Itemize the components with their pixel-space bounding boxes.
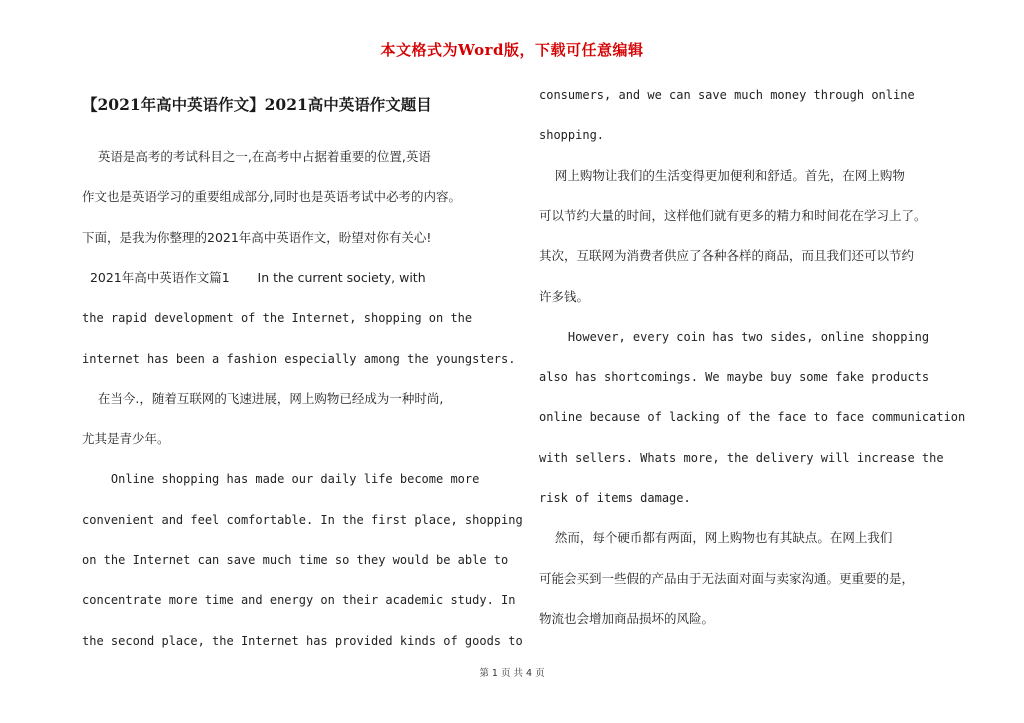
text-line: on the Internet can save much time so they would be able to	[82, 553, 509, 567]
text-line: 可能会买到一些假的产品由于无法面对面与卖家沟通。更重要的是，	[539, 570, 915, 586]
text-line: also has shortcomings. We maybe buy some fake products	[539, 370, 930, 385]
page-number-footer: 第 1 页 共 4 页	[479, 668, 545, 679]
text-line: 2021年高中英语作文篇1 In the current society, with	[82, 269, 426, 285]
text-line: 尤其是青少年。	[82, 431, 170, 447]
text-line: Online shopping has made our daily life become more	[82, 472, 480, 487]
text-line: online because of lacking of the face to face communication	[539, 410, 966, 425]
text-line: convenient and feel comfortable. In the first place, shopping	[82, 512, 523, 527]
text-line: 许多钱。	[539, 288, 590, 304]
text-line: 其次，互联网为消费者供应了各种各样的商品，而且我们还可以节约	[539, 248, 915, 264]
text-line: 可以节约大量的时间，这样他们就有更多的精力和时间花在学习上了。	[539, 207, 927, 223]
text-line: 下面，是我为你整理的2021年高中英语作文，盼望对你有关心!	[82, 229, 432, 245]
text-line: the second place, the Internet has provided kinds of goods to	[82, 633, 523, 648]
text-line: 然而，每个硬币都有两面，网上购物也有其缺点。在网上我们	[539, 530, 893, 546]
text-line: the rapid development of the Internet, shopping on the	[82, 311, 473, 326]
download-banner: 本文格式为Word版，下载可任意编辑	[380, 41, 644, 59]
text-line: with sellers. Whats more, the delivery will increase the	[539, 450, 944, 465]
text-line: 作文也是英语学习的重要组成部分,同时也是英语考试中必考的内容。	[82, 189, 461, 205]
text-line: concentrate more time and energy on their academic study. In	[82, 593, 516, 608]
text-line: 物流也会增加商品损坏的风险。	[539, 610, 715, 626]
text-line: 英语是高考的考试科目之一,在高考中占据着重要的位置,英语	[82, 149, 431, 164]
text-line: risk of items damage.	[539, 491, 691, 505]
text-line: 在当今.，随着互联网的飞速进展，网上购物已经成为一种时尚,	[82, 390, 444, 406]
text-line: consumers, and we can save much money through online	[539, 88, 915, 102]
text-line: However, every coin has two sides, online shopping	[539, 329, 930, 344]
text-line: shopping.	[539, 128, 605, 143]
text-line: internet has been a fashion especially among the youngsters.	[82, 351, 516, 366]
text-line: 网上购物让我们的生活变得更加便利和舒适。首先，在网上购物	[539, 167, 905, 183]
document-title: 【2021年高中英语作文】2021高中英语作文题目	[82, 95, 432, 114]
